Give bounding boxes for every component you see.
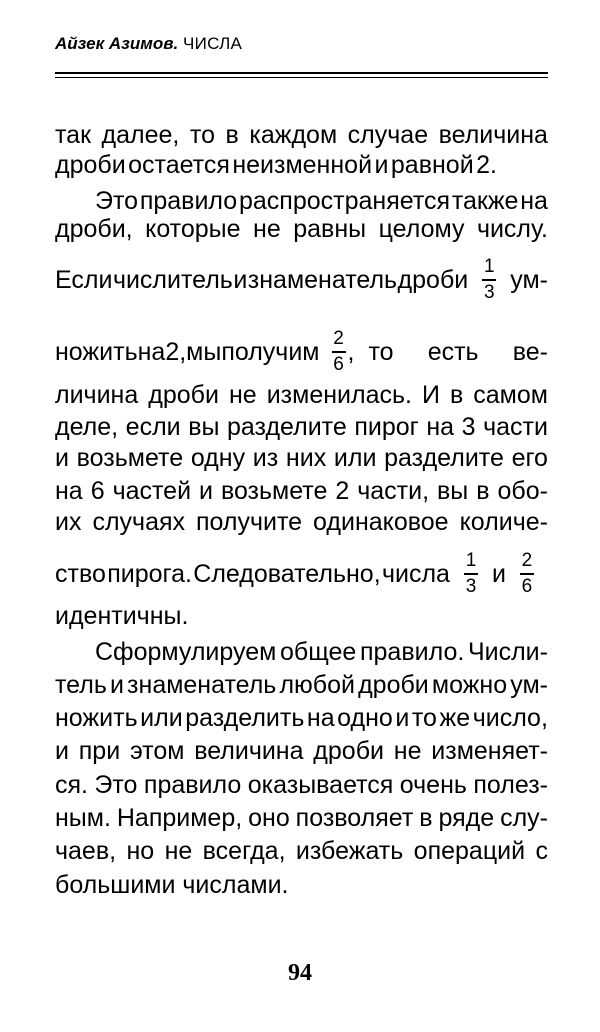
word: ножить bbox=[55, 704, 138, 732]
page-number: 94 bbox=[288, 960, 312, 986]
word: в bbox=[225, 121, 239, 149]
line-6-words bbox=[55, 337, 320, 367]
word: и bbox=[374, 151, 389, 179]
word: Числи- bbox=[467, 638, 548, 666]
word: можно bbox=[431, 671, 508, 699]
word: Сформулируем bbox=[95, 638, 277, 666]
word: же bbox=[439, 704, 471, 732]
fraction-two-sixths bbox=[332, 329, 346, 375]
word: то bbox=[189, 121, 215, 149]
word: Это bbox=[94, 771, 138, 799]
word: и bbox=[55, 737, 69, 765]
text-line-16 bbox=[55, 703, 548, 733]
word: оно bbox=[248, 804, 290, 832]
word: равной bbox=[390, 151, 474, 179]
text-line-14 bbox=[55, 637, 548, 667]
word: дроби bbox=[55, 151, 126, 179]
word: его bbox=[511, 444, 548, 472]
text-line-21: большими числами. bbox=[55, 871, 289, 899]
word: в bbox=[419, 804, 433, 832]
fraction-numerator: 1 bbox=[483, 256, 495, 278]
word: то bbox=[368, 338, 394, 366]
word: 2, bbox=[165, 338, 187, 366]
text-line-12 bbox=[55, 552, 548, 596]
word: числа bbox=[381, 560, 450, 588]
word: деле, bbox=[55, 413, 119, 441]
fraction-numerator: 2 bbox=[521, 550, 533, 572]
word: не bbox=[393, 737, 422, 765]
word: правило bbox=[143, 771, 242, 799]
word: дроби bbox=[313, 737, 384, 765]
running-header bbox=[55, 34, 242, 54]
word: Например, bbox=[116, 804, 243, 832]
text-line-15 bbox=[55, 670, 548, 700]
word: 6 bbox=[90, 477, 105, 505]
text-line-17 bbox=[55, 736, 548, 766]
word: есть bbox=[427, 338, 479, 366]
text-line-8 bbox=[55, 412, 548, 442]
word: одинаковое bbox=[313, 508, 449, 536]
word: их bbox=[55, 508, 82, 536]
word: разделить bbox=[185, 704, 305, 732]
word: получите bbox=[196, 508, 303, 536]
word: слу- bbox=[500, 804, 548, 832]
line-6-tail bbox=[368, 337, 548, 367]
word: число, bbox=[472, 704, 548, 732]
word: не bbox=[164, 837, 193, 865]
word: полез- bbox=[473, 771, 548, 799]
word: пирога. bbox=[107, 560, 192, 588]
word: но bbox=[126, 837, 155, 865]
text-line-10 bbox=[55, 476, 548, 506]
text-line-3 bbox=[55, 186, 548, 216]
word: ум- bbox=[510, 671, 548, 699]
word: дроби bbox=[148, 381, 219, 409]
word: частей bbox=[112, 477, 192, 505]
word: неизменной bbox=[232, 151, 373, 179]
word: операций bbox=[413, 837, 526, 865]
text-line-6 bbox=[55, 330, 548, 374]
word: на bbox=[426, 413, 455, 441]
word: целому bbox=[378, 215, 465, 243]
fraction-bar bbox=[464, 573, 478, 575]
word: и bbox=[55, 444, 69, 472]
fraction-denominator: 3 bbox=[465, 575, 477, 597]
header-rule bbox=[55, 72, 548, 74]
word: числу. bbox=[476, 215, 548, 243]
word: 2. bbox=[476, 151, 497, 179]
word: Если bbox=[55, 266, 113, 294]
word: знаменатель bbox=[127, 671, 277, 699]
word: не bbox=[228, 381, 257, 409]
word: части bbox=[483, 413, 548, 441]
comma: , bbox=[347, 338, 355, 366]
word: одну bbox=[190, 444, 246, 472]
word: из bbox=[252, 444, 279, 472]
word: позволяет bbox=[295, 804, 414, 832]
line-5-words bbox=[55, 265, 468, 295]
word: и bbox=[109, 671, 124, 699]
word: ве- bbox=[512, 338, 548, 366]
word: на bbox=[520, 187, 548, 215]
word: не bbox=[253, 215, 281, 243]
text-line-11 bbox=[55, 507, 548, 537]
word: вы bbox=[437, 477, 469, 505]
word: избежать bbox=[295, 837, 404, 865]
text-line-20 bbox=[55, 836, 548, 866]
word: дроби bbox=[358, 671, 429, 699]
word: правило bbox=[139, 187, 238, 215]
word: ным. bbox=[55, 804, 111, 832]
word: одно bbox=[337, 704, 393, 732]
word: получим bbox=[221, 338, 320, 366]
word: оказывается bbox=[247, 771, 394, 799]
fraction-numerator: 2 bbox=[333, 328, 344, 350]
word: каждом bbox=[249, 121, 338, 149]
word: в bbox=[476, 477, 490, 505]
text-line-7 bbox=[55, 380, 548, 410]
word: или bbox=[333, 444, 377, 472]
word: так bbox=[55, 121, 92, 149]
word: 3 bbox=[461, 413, 476, 441]
word: части, bbox=[357, 477, 430, 505]
fraction-two-sixths bbox=[520, 551, 534, 597]
word: на bbox=[137, 338, 166, 366]
word: общее bbox=[280, 638, 357, 666]
word: и bbox=[395, 704, 410, 732]
header-rule-thin bbox=[55, 77, 548, 78]
word: количе- bbox=[459, 508, 548, 536]
word: ство bbox=[55, 560, 106, 588]
word: ся. bbox=[55, 771, 88, 799]
word: мы bbox=[186, 338, 222, 366]
hyphenated-word: ум- bbox=[510, 266, 548, 294]
word: и bbox=[199, 477, 213, 505]
word: И bbox=[422, 381, 440, 409]
word: также bbox=[451, 187, 519, 215]
fraction-denominator: 6 bbox=[521, 575, 533, 597]
word: если bbox=[125, 413, 181, 441]
word: этом bbox=[129, 737, 185, 765]
word: пирог bbox=[354, 413, 419, 441]
word: вы bbox=[188, 413, 220, 441]
word: возьмете bbox=[76, 444, 184, 472]
word: дроби bbox=[397, 266, 469, 294]
fraction-bar bbox=[482, 279, 496, 281]
word: всегда, bbox=[202, 837, 286, 865]
word: далее, bbox=[101, 121, 180, 149]
fraction-one-third bbox=[482, 257, 496, 303]
word: любой bbox=[279, 671, 355, 699]
word: них bbox=[285, 444, 327, 472]
word: обо- bbox=[497, 477, 548, 505]
word: дроби, bbox=[55, 215, 133, 243]
word: правило. bbox=[359, 638, 465, 666]
word: ряде bbox=[438, 804, 495, 832]
fraction-bar bbox=[520, 573, 534, 575]
fraction-numerator: 1 bbox=[465, 550, 477, 572]
word: чаев, bbox=[55, 837, 117, 865]
word: при bbox=[78, 737, 121, 765]
word: возьмете bbox=[220, 477, 328, 505]
word: на bbox=[55, 477, 83, 505]
word: разделите bbox=[384, 444, 504, 472]
text-line-2 bbox=[55, 150, 497, 180]
word: числитель bbox=[112, 266, 233, 294]
word: изменилась. bbox=[266, 381, 412, 409]
word: самом bbox=[473, 381, 548, 409]
text-line-9 bbox=[55, 443, 548, 473]
word: Следовательно, bbox=[193, 560, 381, 588]
word: случаях bbox=[92, 508, 186, 536]
word: случае bbox=[347, 121, 429, 149]
word: распространяется bbox=[238, 187, 451, 215]
fraction-one-third bbox=[464, 551, 478, 597]
word: личина bbox=[55, 381, 139, 409]
word: знаменатель bbox=[247, 266, 398, 294]
text-line-5 bbox=[55, 258, 548, 302]
word: то bbox=[411, 704, 437, 732]
fraction-denominator: 3 bbox=[483, 281, 495, 303]
fraction-denominator: 6 bbox=[333, 353, 344, 375]
word: в bbox=[449, 381, 464, 409]
text-line-1 bbox=[55, 120, 548, 150]
word: ножить bbox=[55, 338, 138, 366]
word: которые bbox=[145, 215, 241, 243]
word: разделите bbox=[227, 413, 347, 441]
fraction-bar bbox=[332, 351, 346, 353]
word: величина bbox=[194, 737, 304, 765]
line-12-words bbox=[55, 559, 450, 589]
word: равны bbox=[293, 215, 367, 243]
word: 2 bbox=[335, 477, 350, 505]
word: и bbox=[233, 266, 248, 294]
word: изменяет- bbox=[431, 737, 548, 765]
conjunction: и bbox=[492, 560, 506, 588]
word: остается bbox=[128, 151, 230, 179]
word: величина bbox=[438, 121, 548, 149]
word: тель bbox=[55, 671, 107, 699]
word: или bbox=[140, 704, 183, 732]
text-line-13: идентичны. bbox=[55, 602, 189, 630]
word: на bbox=[306, 704, 335, 732]
word: Это bbox=[95, 187, 139, 215]
text-line-4 bbox=[55, 214, 548, 244]
word: с bbox=[535, 837, 548, 865]
word: очень bbox=[399, 771, 467, 799]
text-line-19 bbox=[55, 803, 548, 833]
header-title: ЧИСЛА bbox=[182, 34, 243, 53]
header-author: Айзек Азимов. bbox=[55, 34, 179, 53]
text-line-18 bbox=[55, 770, 548, 800]
